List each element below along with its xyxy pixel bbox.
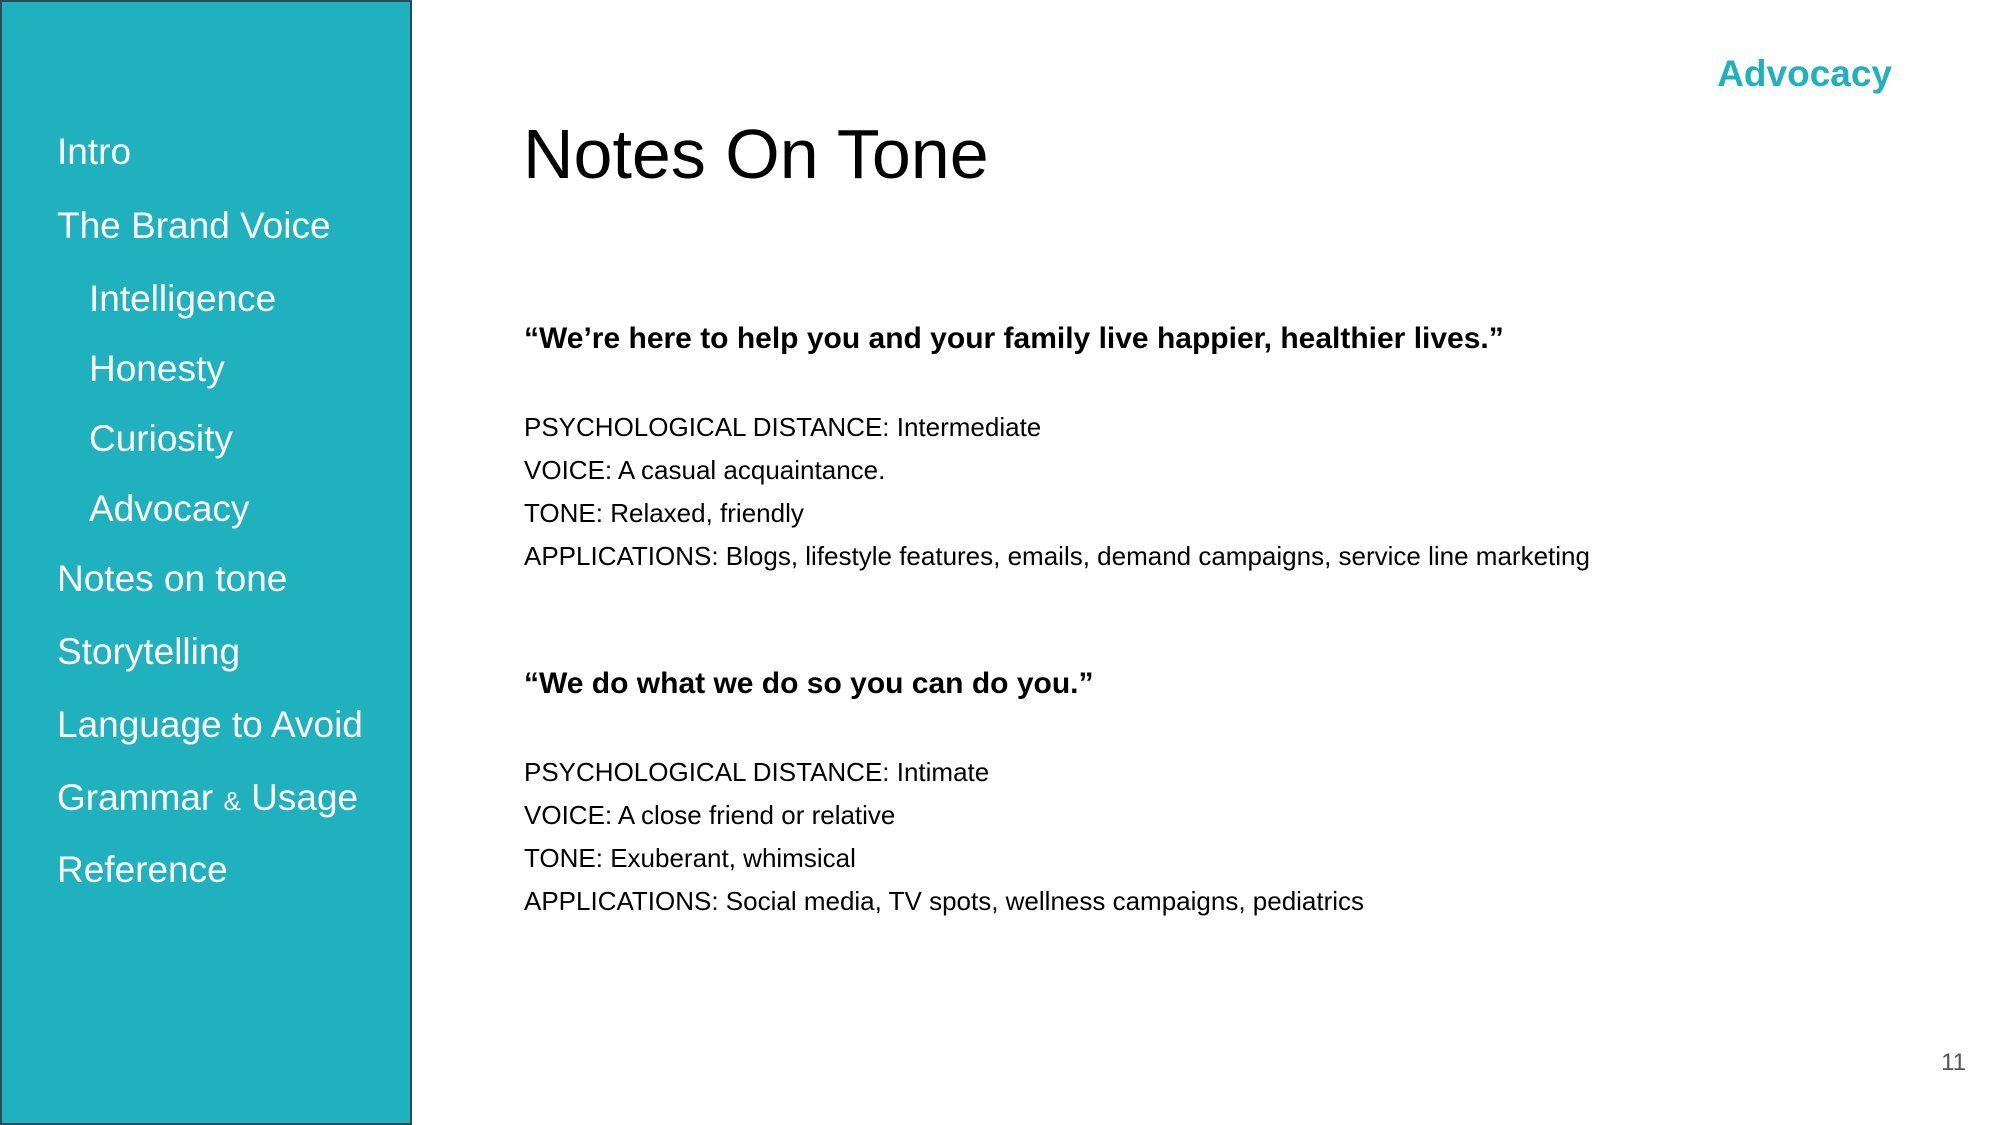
tone-quote: “We’re here to help you and your family live happier, healthier lives.” [524,322,1504,355]
sidebar-item-curiosity[interactable]: Curiosity [89,418,233,459]
page-number: 11 [1941,1049,1966,1076]
psychological-distance-line: PSYCHOLOGICAL DISTANCE: Intermediate [524,412,1042,442]
ampersand: & [223,786,241,816]
sidebar-nav [0,0,412,1125]
sidebar-item-storytelling[interactable]: Storytelling [57,631,241,672]
tone-line: TONE: Relaxed, friendly [524,498,804,528]
applications-line: APPLICATIONS: Blogs, lifestyle features, emails, demand campaigns, service line marketing [524,541,1590,571]
sidebar-item-intro[interactable]: Intro [57,131,132,172]
tone-block-intimate [524,666,1824,923]
sidebar-item-label: Grammar [57,777,214,818]
section-label: Advocacy [1717,53,1892,94]
sidebar-item-grammar-usage[interactable] [57,776,358,823]
sidebar-item-honesty[interactable]: Honesty [89,348,225,389]
voice-line: VOICE: A close friend or relative [524,800,896,830]
sidebar-item-brand-voice[interactable]: The Brand Voice [57,205,331,246]
voice-line: VOICE: A casual acquaintance. [524,455,886,485]
psychological-distance-line: PSYCHOLOGICAL DISTANCE: Intimate [524,757,990,787]
tone-line: TONE: Exuberant, whimsical [524,843,856,873]
sidebar-item-advocacy[interactable]: Advocacy [89,488,250,529]
sidebar-item-intelligence[interactable]: Intelligence [89,278,277,319]
tone-block-intermediate [524,321,1824,578]
applications-line: APPLICATIONS: Social media, TV spots, wellness campaigns, pediatrics [524,886,1365,916]
sidebar-item-reference[interactable]: Reference [57,849,228,890]
page-title: Notes On Tone [523,115,989,193]
sidebar-item-label: Usage [251,777,359,818]
sidebar-item-notes-on-tone[interactable]: Notes on tone [57,558,288,599]
sidebar-item-language-to-avoid[interactable]: Language to Avoid [57,704,363,745]
tone-quote: “We do what we do so you can do you.” [524,667,1094,700]
